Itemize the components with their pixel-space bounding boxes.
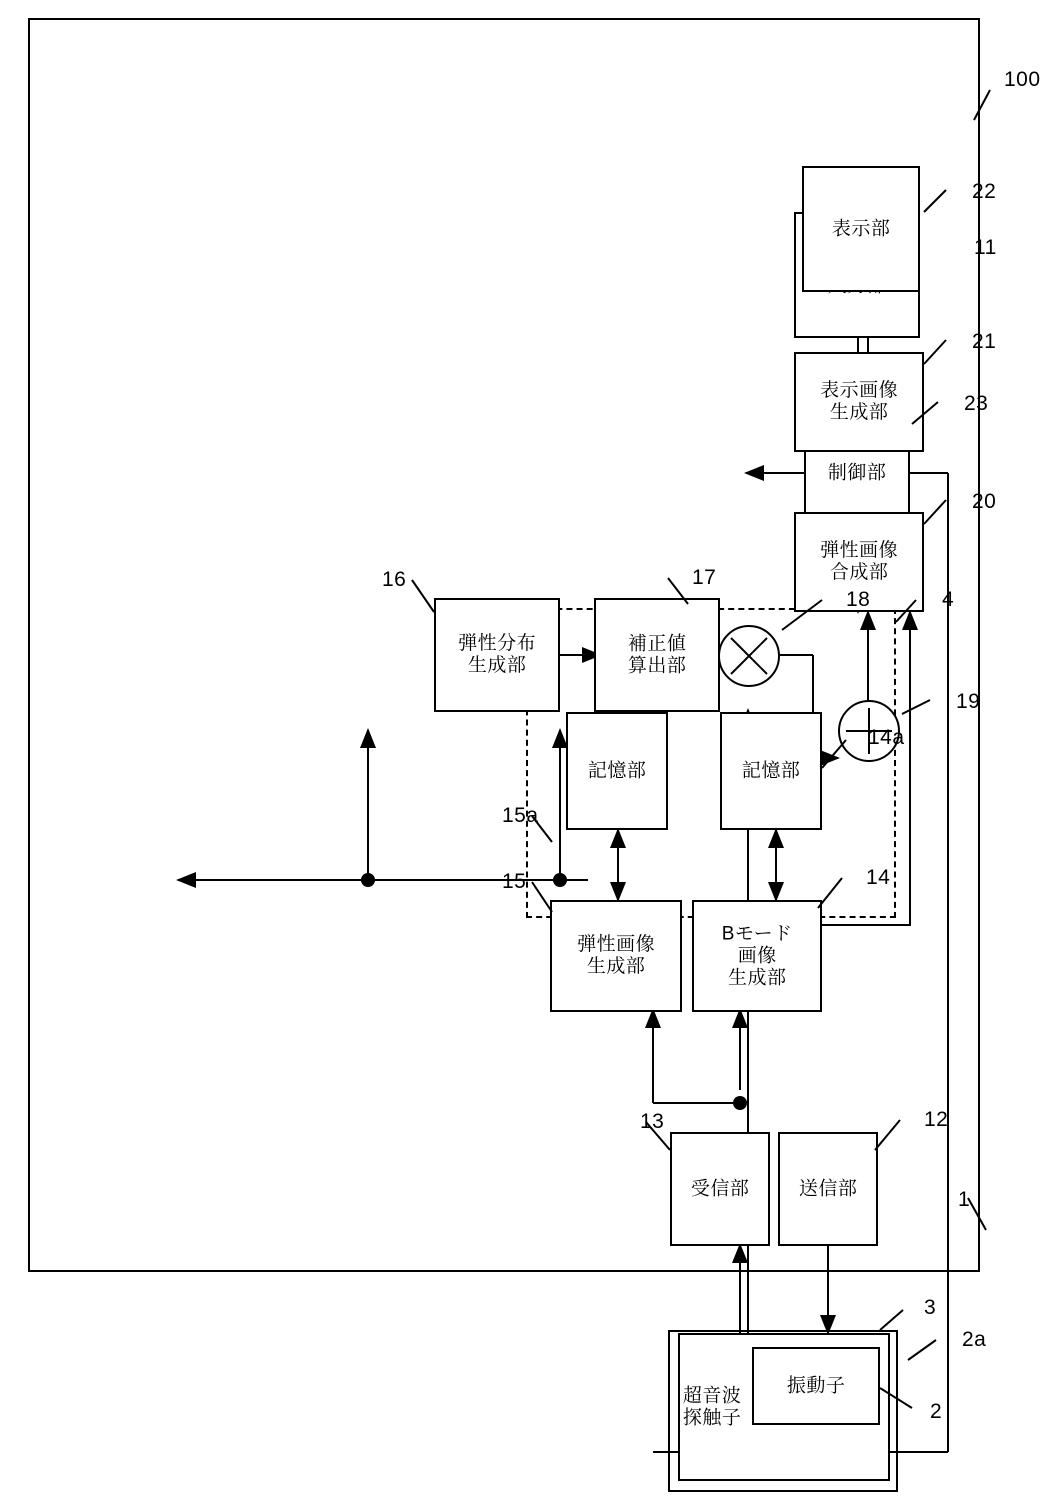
probe-label: 超音波 探触子: [682, 1385, 742, 1428]
ref-11: 11: [974, 236, 997, 259]
block-display-image-gen-label: 表示画像 生成部: [819, 380, 899, 423]
ref-14a: 14a: [868, 726, 905, 749]
block-transmit-label: 送信部: [798, 1178, 858, 1200]
ref-12: 12: [924, 1108, 949, 1131]
ref-4: 4: [942, 588, 955, 611]
ref-2: 2: [930, 1400, 943, 1423]
block-elastic-memory-label: 記憶部: [587, 760, 647, 782]
ref-21: 21: [972, 330, 997, 353]
block-display-label: 表示部: [831, 218, 891, 240]
ref-14: 14: [866, 866, 891, 889]
ref-23: 23: [964, 392, 989, 415]
ref-19: 19: [956, 690, 981, 713]
block-elastic-image-comp-label: 弾性画像 合成部: [819, 540, 899, 583]
ref-2a: 2a: [962, 1328, 987, 1351]
ref-16: 16: [382, 568, 407, 591]
ref-15: 15: [502, 870, 527, 893]
ref-3: 3: [924, 1296, 937, 1319]
block-control-label: 制御部: [827, 462, 887, 484]
block-bmode-image-gen-label: Bモード 画像 生成部: [721, 923, 793, 988]
ref-1: 1: [958, 1188, 971, 1211]
ref-13: 13: [640, 1110, 665, 1133]
ref-22: 22: [972, 180, 997, 203]
block-correction-calc-label: 補正値 算出部: [627, 633, 687, 676]
block-elastic-dist-gen-label: 弾性分布 生成部: [457, 633, 537, 676]
ref-20: 20: [972, 490, 997, 513]
ref-15a: 15a: [502, 804, 539, 827]
ref-17: 17: [692, 566, 717, 589]
ref-100: 100: [1004, 68, 1041, 91]
ref-18: 18: [846, 588, 871, 611]
block-elastic-image-gen-label: 弾性画像 生成部: [576, 934, 656, 977]
block-receive-label: 受信部: [690, 1178, 750, 1200]
transducer-label: 振動子: [786, 1375, 846, 1397]
block-bmode-memory-label: 記憶部: [741, 760, 801, 782]
